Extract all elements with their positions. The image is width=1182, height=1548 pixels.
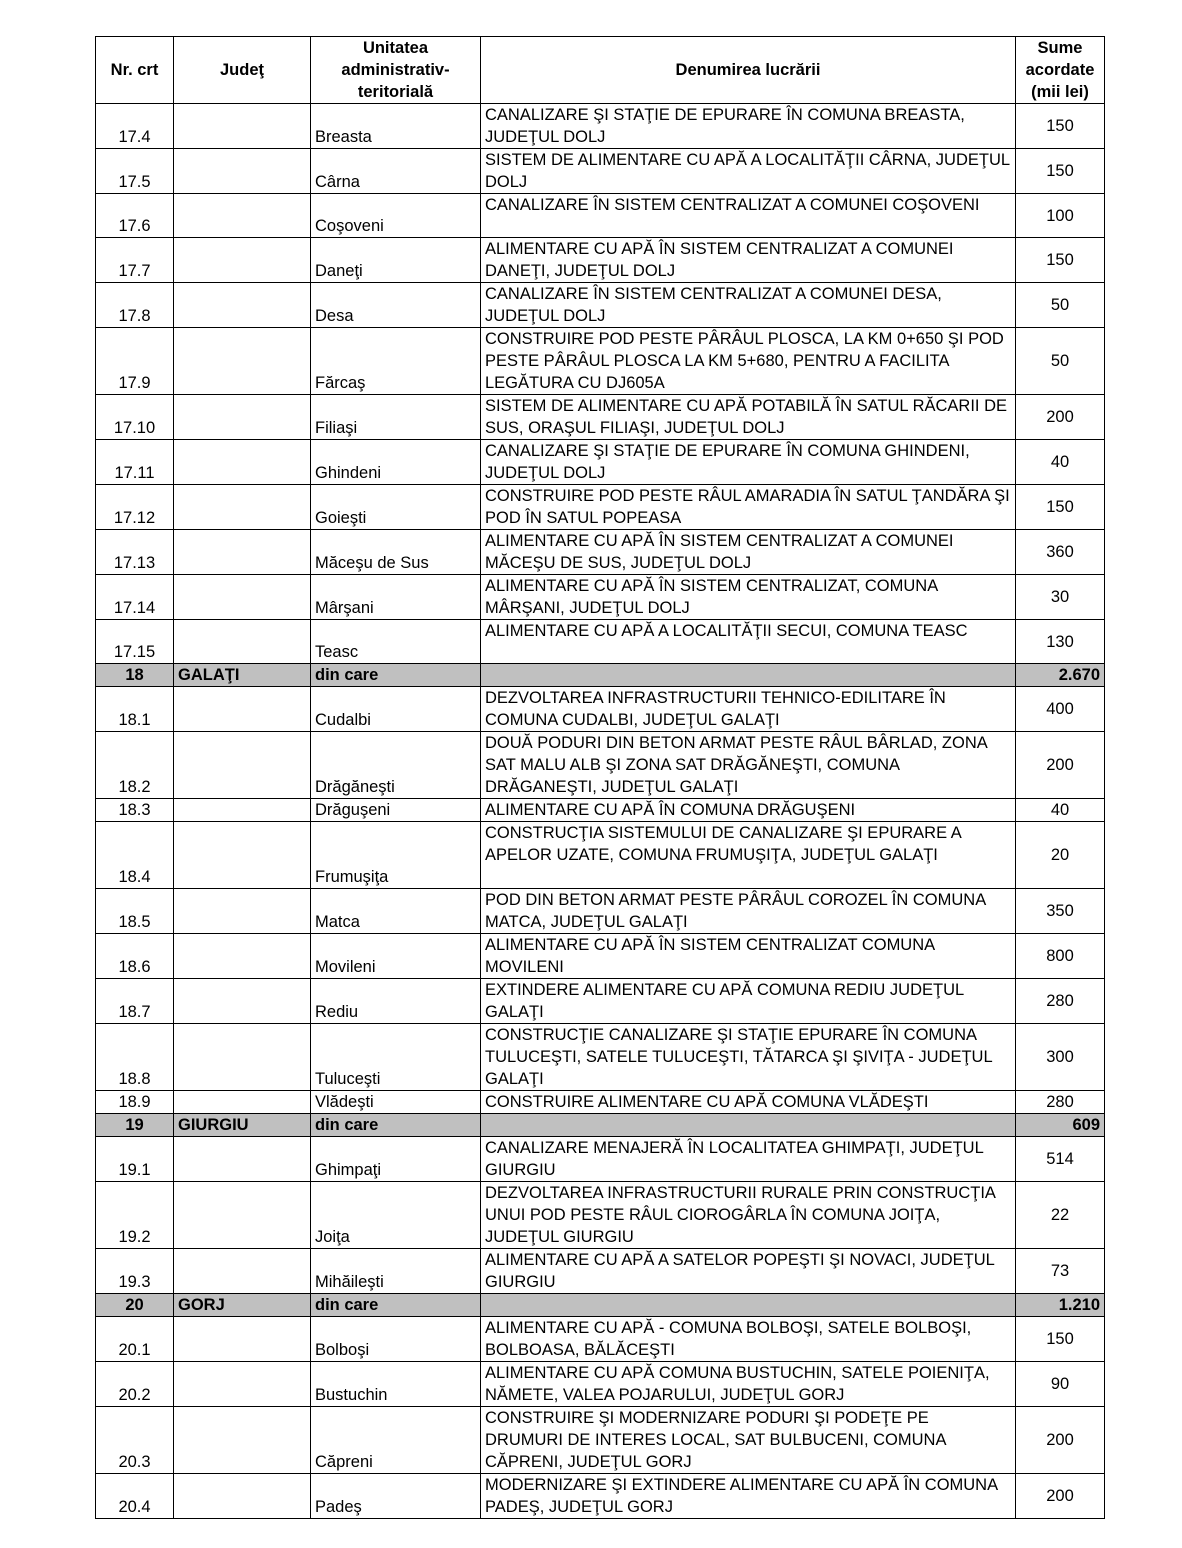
row-number: 19.2 [96, 1182, 174, 1249]
county-cell [174, 395, 311, 440]
amount-cell: 350 [1016, 889, 1105, 934]
table-row [96, 194, 1105, 238]
amount-cell: 280 [1016, 979, 1105, 1024]
uat-cell: Ghimpaţi [311, 1137, 481, 1182]
uat-cell: Vlădeşti [311, 1091, 481, 1114]
amount-cell: 200 [1016, 732, 1105, 799]
table-row [96, 1474, 1105, 1519]
uat-cell: din care [311, 1114, 481, 1137]
county-cell [174, 1249, 311, 1294]
row-number: 17.12 [96, 485, 174, 530]
row-number: 17.7 [96, 238, 174, 283]
amount-cell: 514 [1016, 1137, 1105, 1182]
county-cell [174, 799, 311, 822]
table-row [96, 1249, 1105, 1294]
work-name-cell: ALIMENTARE CU APĂ A LOCALITĂŢII SECUI, COMUNA TEASC [481, 620, 1016, 664]
work-name-cell [481, 664, 1016, 687]
uat-cell: Bolboşi [311, 1317, 481, 1362]
amount-cell: 400 [1016, 687, 1105, 732]
county-cell [174, 1137, 311, 1182]
amount-cell: 20 [1016, 822, 1105, 889]
row-number: 20.4 [96, 1474, 174, 1519]
table-row [96, 1137, 1105, 1182]
table-row [96, 889, 1105, 934]
uat-cell: Cudalbi [311, 687, 481, 732]
work-name-cell: ALIMENTARE CU APĂ A SATELOR POPEŞTI ŞI NOVACI, JUDEŢUL GIURGIU [481, 1249, 1016, 1294]
row-number: 19.1 [96, 1137, 174, 1182]
row-number: 20.3 [96, 1407, 174, 1474]
header-judet: Judeţ [174, 37, 311, 104]
amount-cell: 200 [1016, 1407, 1105, 1474]
work-name-cell: ALIMENTARE CU APĂ ÎN SISTEM CENTRALIZAT COMUNA MOVILENI [481, 934, 1016, 979]
table-row [96, 1091, 1105, 1114]
county-cell [174, 575, 311, 620]
work-name-cell: EXTINDERE ALIMENTARE CU APĂ COMUNA REDIU JUDEŢUL GALAŢI [481, 979, 1016, 1024]
uat-cell: Breasta [311, 104, 481, 149]
table-row [96, 328, 1105, 395]
uat-cell: Desa [311, 283, 481, 328]
county-cell [174, 1317, 311, 1362]
row-number: 19.3 [96, 1249, 174, 1294]
work-name-cell: DEZVOLTAREA INFRASTRUCTURII TEHNICO-EDILITARE ÎN COMUNA CUDALBI, JUDEŢUL GALAŢI [481, 687, 1016, 732]
work-name-cell: POD DIN BETON ARMAT PESTE PÂRÂUL COROZEL ÎN COMUNA MATCA, JUDEŢUL GALAŢI [481, 889, 1016, 934]
table-row [96, 104, 1105, 149]
table-row [96, 822, 1105, 889]
table-row [96, 1362, 1105, 1407]
uat-cell: Goieşti [311, 485, 481, 530]
amount-cell: 200 [1016, 1474, 1105, 1519]
works-table [95, 36, 1105, 1519]
work-name-cell: CONSTRUCŢIA SISTEMULUI DE CANALIZARE ŞI EPURARE A APELOR UZATE, COMUNA FRUMUŞIŢA, JUDEŢUL GALAŢI [481, 822, 1016, 889]
work-name-cell: CANALIZARE ŞI STAŢIE DE EPURARE ÎN COMUNA GHINDENI, JUDEŢUL DOLJ [481, 440, 1016, 485]
uat-cell: Padeş [311, 1474, 481, 1519]
county-cell [174, 1024, 311, 1091]
row-number: 18.5 [96, 889, 174, 934]
row-number: 17.8 [96, 283, 174, 328]
amount-cell: 40 [1016, 799, 1105, 822]
county-cell [174, 687, 311, 732]
amount-cell: 73 [1016, 1249, 1105, 1294]
county-cell [174, 194, 311, 238]
amount-cell: 150 [1016, 104, 1105, 149]
work-name-cell: ALIMENTARE CU APĂ COMUNA BUSTUCHIN, SATELE POIENIŢA, NĂMETE, VALEA POJARULUI, JUDEŢUL GORJ [481, 1362, 1016, 1407]
row-number: 18.8 [96, 1024, 174, 1091]
uat-cell: Movileni [311, 934, 481, 979]
county-cell [174, 1362, 311, 1407]
row-number: 17.13 [96, 530, 174, 575]
county-cell [174, 1474, 311, 1519]
row-number: 17.6 [96, 194, 174, 238]
county-cell [174, 104, 311, 149]
table-row [96, 687, 1105, 732]
amount-cell: 40 [1016, 440, 1105, 485]
work-name-cell: CONSTRUIRE POD PESTE PÂRÂUL PLOSCA, LA KM 0+650 ŞI POD PESTE PÂRÂUL PLOSCA LA KM 5+680, PENTRU A FACILITA LEGĂTURA CU DJ605A [481, 328, 1016, 395]
county-cell [174, 732, 311, 799]
work-name-cell: CONSTRUIRE POD PESTE RÂUL AMARADIA ÎN SATUL ŢANDĂRA ŞI POD ÎN SATUL POPEASA [481, 485, 1016, 530]
uat-cell: Matca [311, 889, 481, 934]
amount-cell: 800 [1016, 934, 1105, 979]
table-row [96, 799, 1105, 822]
header-sume: Sume acordate (mii lei) [1016, 37, 1105, 104]
uat-cell: Bustuchin [311, 1362, 481, 1407]
work-name-cell: CANALIZARE ÎN SISTEM CENTRALIZAT A COMUNEI COŞOVENI [481, 194, 1016, 238]
work-name-cell: CONSTRUIRE ALIMENTARE CU APĂ COMUNA VLĂDEŞTI [481, 1091, 1016, 1114]
amount-cell: 150 [1016, 485, 1105, 530]
uat-cell: Tuluceşti [311, 1024, 481, 1091]
header-nr: Nr. crt [96, 37, 174, 104]
amount-cell: 150 [1016, 149, 1105, 194]
county-total-row [96, 664, 1105, 687]
amount-cell: 200 [1016, 395, 1105, 440]
table-body [96, 104, 1105, 1519]
row-number: 17.4 [96, 104, 174, 149]
work-name-cell: CONSTRUIRE ŞI MODERNIZARE PODURI ŞI PODEŢE PE DRUMURI DE INTERES LOCAL, SAT BULBUCENI, COMUNA CĂPRENI, JUDEŢUL GORJ [481, 1407, 1016, 1474]
county-cell [174, 328, 311, 395]
header-row [96, 37, 1105, 104]
work-name-cell: CANALIZARE ŞI STAŢIE DE EPURARE ÎN COMUNA BREASTA, JUDEŢUL DOLJ [481, 104, 1016, 149]
county-cell [174, 149, 311, 194]
amount-cell: 90 [1016, 1362, 1105, 1407]
uat-cell: Drăgăneşti [311, 732, 481, 799]
work-name-cell: SISTEM DE ALIMENTARE CU APĂ A LOCALITĂŢII CÂRNA, JUDEŢUL DOLJ [481, 149, 1016, 194]
table-row [96, 440, 1105, 485]
amount-cell: 50 [1016, 283, 1105, 328]
row-number: 17.14 [96, 575, 174, 620]
table-row [96, 1407, 1105, 1474]
county-total-row [96, 1114, 1105, 1137]
table-row [96, 732, 1105, 799]
work-name-cell: SISTEM DE ALIMENTARE CU APĂ POTABILĂ ÎN SATUL RĂCARII DE SUS, ORAŞUL FILIAŞI, JUDEŢUL DOLJ [481, 395, 1016, 440]
table-row [96, 238, 1105, 283]
amount-cell: 30 [1016, 575, 1105, 620]
uat-cell: Ghindeni [311, 440, 481, 485]
work-name-cell [481, 1294, 1016, 1317]
row-number: 18.1 [96, 687, 174, 732]
table-row [96, 1182, 1105, 1249]
row-number: 18.2 [96, 732, 174, 799]
table-row [96, 620, 1105, 664]
header-uat: Unitatea administrativ-teritorială [311, 37, 481, 104]
table-row [96, 149, 1105, 194]
row-number: 17.15 [96, 620, 174, 664]
work-name-cell: ALIMENTARE CU APĂ ÎN SISTEM CENTRALIZAT A COMUNEI DANEŢI, JUDEŢUL DOLJ [481, 238, 1016, 283]
row-number: 18.6 [96, 934, 174, 979]
uat-cell: Coşoveni [311, 194, 481, 238]
work-name-cell: ALIMENTARE CU APĂ - COMUNA BOLBOŞI, SATELE BOLBOŞI, BOLBOASA, BĂLĂCEŞTI [481, 1317, 1016, 1362]
header-denumire: Denumirea lucrării [481, 37, 1016, 104]
row-number: 17.9 [96, 328, 174, 395]
amount-cell: 150 [1016, 238, 1105, 283]
row-number: 20.1 [96, 1317, 174, 1362]
amount-cell: 2.670 [1016, 664, 1105, 687]
county-cell [174, 979, 311, 1024]
uat-cell: Mârşani [311, 575, 481, 620]
amount-cell: 150 [1016, 1317, 1105, 1362]
table-row [96, 575, 1105, 620]
uat-cell: Frumuşiţa [311, 822, 481, 889]
row-number: 20 [96, 1294, 174, 1317]
table-row [96, 395, 1105, 440]
county-cell: GORJ [174, 1294, 311, 1317]
county-cell [174, 934, 311, 979]
county-cell [174, 530, 311, 575]
uat-cell: Teasc [311, 620, 481, 664]
uat-cell: Rediu [311, 979, 481, 1024]
work-name-cell: CONSTRUCŢIE CANALIZARE ŞI STAŢIE EPURARE ÎN COMUNA TULUCEŞTI, SATELE TULUCEŞTI, TĂTARCA ŞI ŞIVIŢA - JUDEŢUL GALAŢI [481, 1024, 1016, 1091]
table-row [96, 530, 1105, 575]
row-number: 17.5 [96, 149, 174, 194]
county-total-row [96, 1294, 1105, 1317]
county-cell [174, 238, 311, 283]
uat-cell: Cârna [311, 149, 481, 194]
row-number: 17.11 [96, 440, 174, 485]
uat-cell: Joiţa [311, 1182, 481, 1249]
county-cell [174, 1407, 311, 1474]
amount-cell: 360 [1016, 530, 1105, 575]
county-cell: GALAŢI [174, 664, 311, 687]
work-name-cell: DOUĂ PODURI DIN BETON ARMAT PESTE RÂUL BÂRLAD, ZONA SAT MALU ALB ŞI ZONA SAT DRĂGĂNEŞTI, COMUNA DRĂGANEŞTI, JUDEŢUL GALAŢI [481, 732, 1016, 799]
county-cell [174, 889, 311, 934]
amount-cell: 100 [1016, 194, 1105, 238]
table-row [96, 1024, 1105, 1091]
uat-cell: Fărcaş [311, 328, 481, 395]
uat-cell: Daneţi [311, 238, 481, 283]
work-name-cell [481, 1114, 1016, 1137]
work-name-cell: DEZVOLTAREA INFRASTRUCTURII RURALE PRIN CONSTRUCŢIA UNUI POD PESTE RÂUL CIOROGÂRLA ÎN COMUNA JOIŢA, JUDEŢUL GIURGIU [481, 1182, 1016, 1249]
table-row [96, 283, 1105, 328]
county-cell [174, 1091, 311, 1114]
work-name-cell: MODERNIZARE ŞI EXTINDERE ALIMENTARE CU APĂ ÎN COMUNA PADEŞ, JUDEŢUL GORJ [481, 1474, 1016, 1519]
uat-cell: Drăguşeni [311, 799, 481, 822]
row-number: 18 [96, 664, 174, 687]
county-cell [174, 822, 311, 889]
uat-cell: din care [311, 664, 481, 687]
row-number: 18.7 [96, 979, 174, 1024]
row-number: 19 [96, 1114, 174, 1137]
amount-cell: 22 [1016, 1182, 1105, 1249]
work-name-cell: CANALIZARE MENAJERĂ ÎN LOCALITATEA GHIMPAŢI, JUDEŢUL GIURGIU [481, 1137, 1016, 1182]
work-name-cell: CANALIZARE ÎN SISTEM CENTRALIZAT A COMUNEI DESA, JUDEŢUL DOLJ [481, 283, 1016, 328]
county-cell [174, 620, 311, 664]
county-cell [174, 283, 311, 328]
county-cell [174, 485, 311, 530]
amount-cell: 50 [1016, 328, 1105, 395]
row-number: 18.3 [96, 799, 174, 822]
work-name-cell: ALIMENTARE CU APĂ ÎN SISTEM CENTRALIZAT, COMUNA MÂRŞANI, JUDEŢUL DOLJ [481, 575, 1016, 620]
county-cell: GIURGIU [174, 1114, 311, 1137]
county-cell [174, 440, 311, 485]
uat-cell: Mihăileşti [311, 1249, 481, 1294]
amount-cell: 300 [1016, 1024, 1105, 1091]
row-number: 18.4 [96, 822, 174, 889]
uat-cell: din care [311, 1294, 481, 1317]
county-cell [174, 1182, 311, 1249]
amount-cell: 609 [1016, 1114, 1105, 1137]
table-row [96, 979, 1105, 1024]
work-name-cell: ALIMENTARE CU APĂ ÎN SISTEM CENTRALIZAT A COMUNEI MĂCEŞU DE SUS, JUDEŢUL DOLJ [481, 530, 1016, 575]
table-row [96, 934, 1105, 979]
amount-cell: 280 [1016, 1091, 1105, 1114]
amount-cell: 1.210 [1016, 1294, 1105, 1317]
row-number: 18.9 [96, 1091, 174, 1114]
uat-cell: Filiaşi [311, 395, 481, 440]
row-number: 17.10 [96, 395, 174, 440]
table-row [96, 1317, 1105, 1362]
row-number: 20.2 [96, 1362, 174, 1407]
table-row [96, 485, 1105, 530]
uat-cell: Măceşu de Sus [311, 530, 481, 575]
work-name-cell: ALIMENTARE CU APĂ ÎN COMUNA DRĂGUŞENI [481, 799, 1016, 822]
amount-cell: 130 [1016, 620, 1105, 664]
uat-cell: Căpreni [311, 1407, 481, 1474]
